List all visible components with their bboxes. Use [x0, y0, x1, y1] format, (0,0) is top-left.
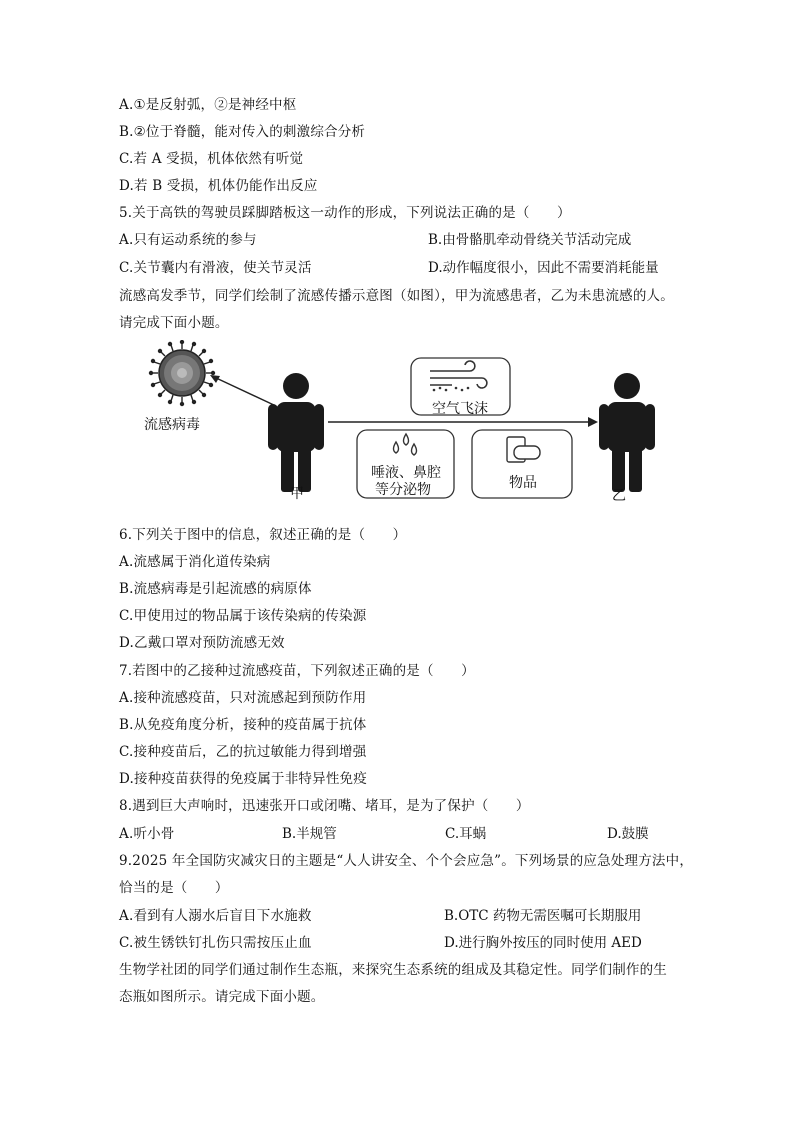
q8-option-a: A.听小骨	[119, 826, 175, 842]
q9-stem-line2: 恰当的是（ ）	[119, 880, 229, 896]
item-label: 物品	[509, 475, 537, 491]
q6-option-c: C.甲使用过的物品属于该传染病的传染源	[119, 608, 367, 624]
q6-stem: 6.下列关于图中的信息，叙述正确的是（ ）	[119, 527, 407, 543]
q5-option-a: A.只有运动系统的参与	[119, 232, 257, 248]
q5-option-d: D.动作幅度很小，因此不需要消耗能量	[428, 260, 659, 276]
saliva-label-line1: 唾液、鼻腔	[371, 465, 441, 481]
flu-transmission-figure	[130, 340, 670, 510]
jia-label: 甲	[290, 486, 304, 502]
intro-flu-line2: 请完成下面小题。	[119, 315, 229, 331]
q9-stem-line1: 9.2025 年全国防灾减灾日的主题是“人人讲安全、个个会应急”。下列场景的应急处理方法中，	[119, 853, 694, 869]
q4-option-d: D.若 B 受损，机体仍能作出反应	[119, 178, 318, 194]
person-jia-icon	[268, 373, 324, 492]
q8-stem: 8.遇到巨大声响时，迅速张开口或闭嘴、堵耳，是为了保护（ ）	[119, 798, 530, 814]
q9-option-a: A.看到有人溺水后盲目下水施救	[119, 908, 312, 924]
air-droplets-label: 空气飞沫	[432, 401, 488, 417]
q5-option-b: B.由骨骼肌牵动骨绕关节活动完成	[428, 232, 632, 248]
q4-option-b: B.②位于脊髓，能对传入的刺激综合分析	[119, 124, 366, 140]
q7-stem: 7.若图中的乙接种过流感疫苗，下列叙述正确的是（ ）	[119, 663, 475, 679]
q8-option-d: D.鼓膜	[607, 826, 649, 842]
person-yi-icon	[599, 373, 655, 492]
intro-eco-line1: 生物学社团的同学们通过制作生态瓶，来探究生态系统的组成及其稳定性。同学们制作的生	[119, 962, 667, 978]
q9-option-c: C.被生锈铁钉扎伤只需按压止血	[119, 935, 312, 951]
q6-option-a: A.流感属于消化道传染病	[119, 554, 271, 570]
virus-icon	[149, 340, 215, 406]
q9-option-b: B.OTC 药物无需医嘱可长期服用	[444, 908, 642, 924]
virus-label: 流感病毒	[144, 417, 200, 433]
intro-eco-line2: 态瓶如图所示。请完成下面小题。	[119, 989, 325, 1005]
q5-stem: 5.关于高铁的驾驶员踩脚踏板这一动作的形成，下列说法正确的是（ ）	[119, 205, 571, 221]
yi-label: 乙	[612, 488, 626, 504]
q8-option-c: C.耳蜗	[445, 826, 487, 842]
q7-option-c: C.接种疫苗后，乙的抗过敏能力得到增强	[119, 744, 367, 760]
q5-option-c: C.关节囊内有滑液，使关节灵活	[119, 260, 312, 276]
q8-option-b: B.半规管	[282, 826, 337, 842]
q4-option-a: A.①是反射弧，②是神经中枢	[119, 97, 297, 113]
q7-option-a: A.接种流感疫苗，只对流感起到预防作用	[119, 690, 367, 706]
q6-option-d: D.乙戴口罩对预防流感无效	[119, 635, 285, 651]
q7-option-b: B.从免疫角度分析，接种的疫苗属于抗体	[119, 717, 367, 733]
virus-arrow	[214, 377, 276, 406]
q7-option-d: D.接种疫苗获得的免疫属于非特异性免疫	[119, 771, 367, 787]
q9-option-d: D.进行胸外按压的同时使用 AED	[444, 935, 642, 951]
q4-option-c: C.若 A 受损，机体依然有听觉	[119, 151, 304, 167]
q6-option-b: B.流感病毒是引起流感的病原体	[119, 581, 312, 597]
saliva-label-line2: 等分泌物	[375, 482, 431, 498]
intro-flu-line1: 流感高发季节，同学们绘制了流感传播示意图（如图），甲为流感患者，乙为未患流感的人。	[119, 288, 674, 304]
